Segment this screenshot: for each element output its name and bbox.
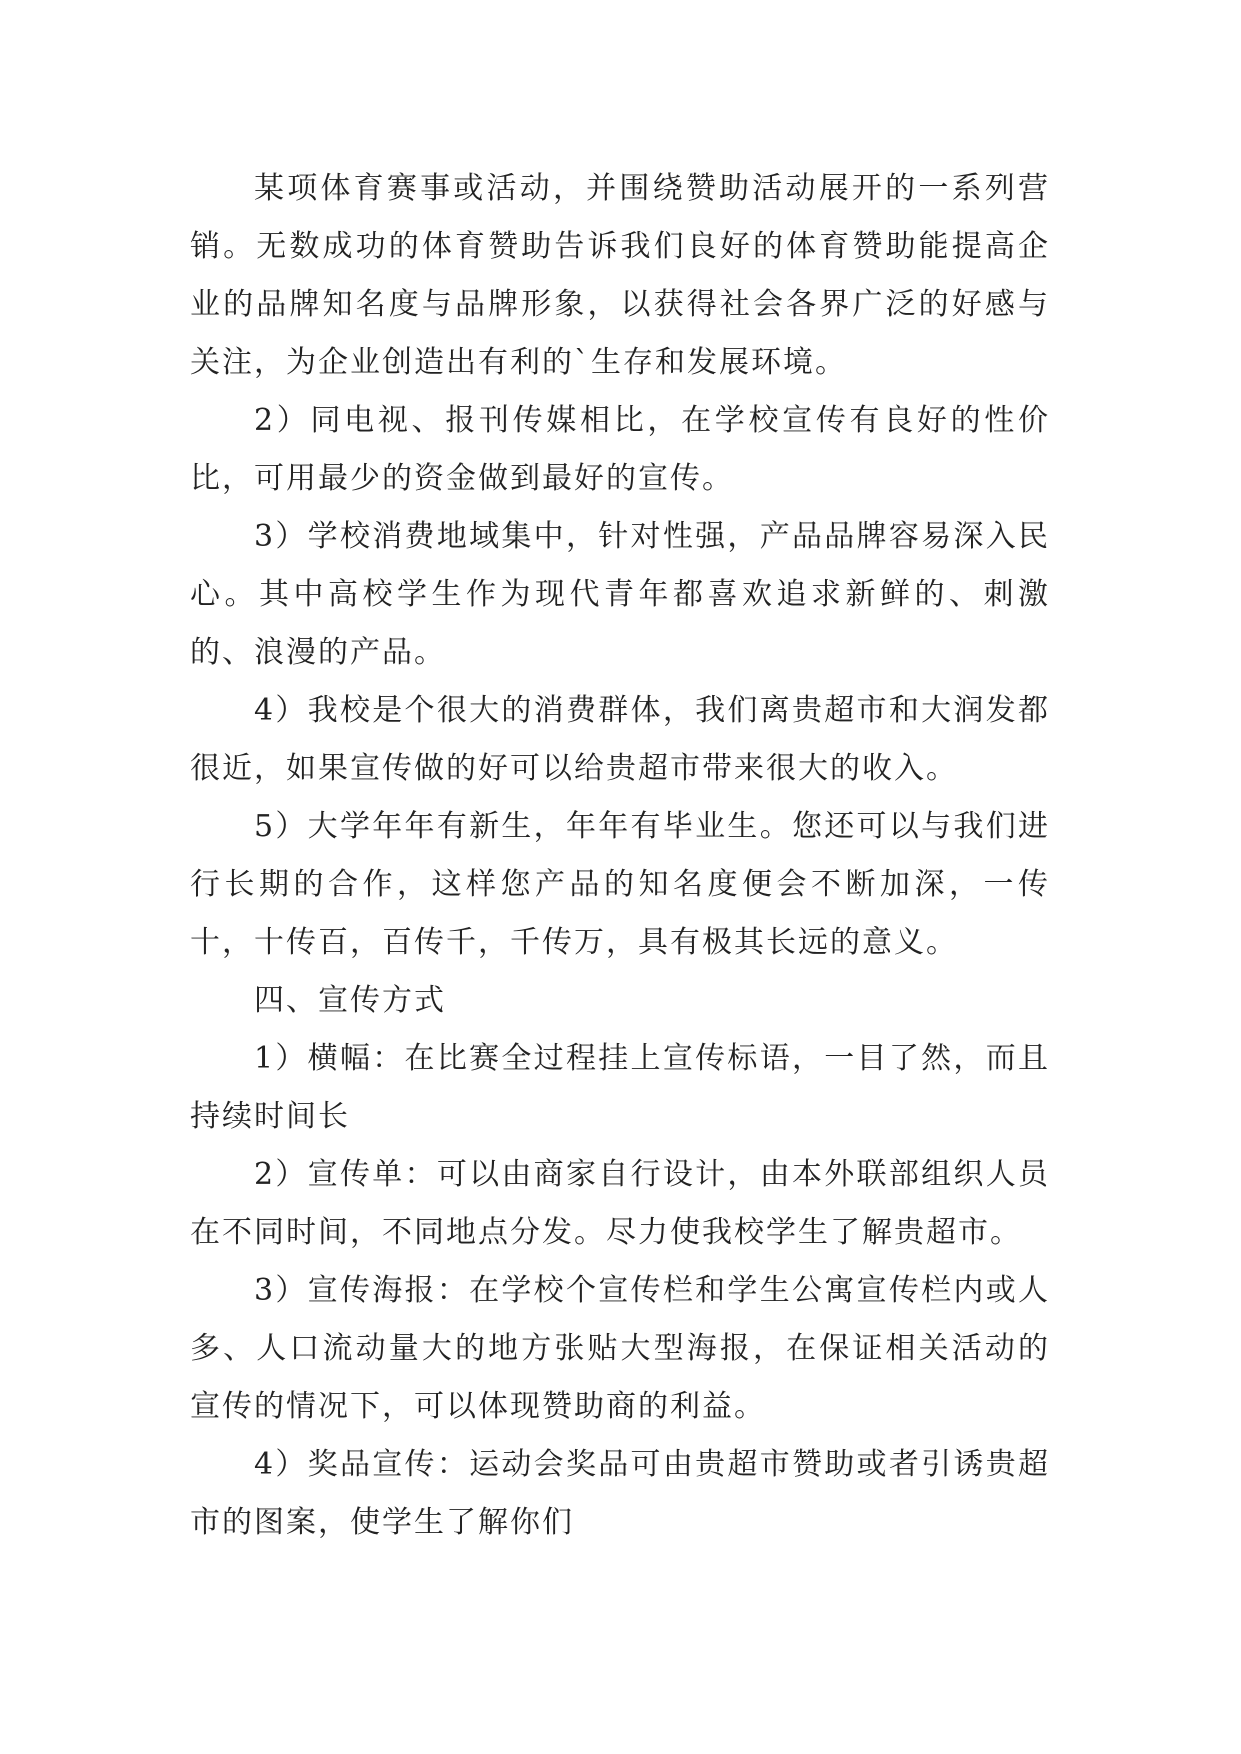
paragraph-method-3-poster: 3）宣传海报：在学校个宣传栏和学生公寓宣传栏内或人多、人口流动量大的地方张贴大型海报，在保证相关活动的宣传的情况下，可以体现赞助商的利益。 xyxy=(190,1273,1050,1424)
section-heading-promotion-methods: 四、宣传方式 xyxy=(254,983,446,1018)
paragraph-method-2-flyer: 2）宣传单：可以由商家自行设计，由本外联部组织人员在不同时间，不同地点分发。尽力使我校学生了解贵超市。 xyxy=(190,1157,1050,1250)
paragraph-point-2-cost: 2）同电视、报刊传媒相比，在学校宣传有良好的性价比，可用最少的资金做到最好的宣传。 xyxy=(190,403,1050,496)
paragraph-point-4-consumers: 4）我校是个很大的消费群体，我们离贵超市和大润发都很近，如果宣传做的好可以给贵超市带来很大的收入。 xyxy=(190,693,1050,786)
paragraph-method-4-prizes: 4）奖品宣传：运动会奖品可由贵超市赞助或者引诱贵超市的图案，使学生了解你们 xyxy=(190,1447,1050,1540)
paragraph-method-1-banner: 1）横幅：在比赛全过程挂上宣传标语，一目了然，而且持续时间长 xyxy=(190,1041,1050,1134)
paragraph-point-5-longterm: 5）大学年年有新生，年年有毕业生。您还可以与我们进行长期的合作，这样您产品的知名度便会不断加深，一传十，十传百，百传千，千传万，具有极其长远的意义。 xyxy=(190,809,1050,960)
paragraph-sponsorship-intro: 某项体育赛事或活动，并围绕赞助活动展开的一系列营销。无数成功的体育赞助告诉我们良好的体育赞助能提高企业的品牌知名度与品牌形象，以获得社会各界广泛的好感与关注，为企业创造出有利的`生存和发展环境。 xyxy=(190,171,1050,380)
document-body xyxy=(190,160,1050,1552)
paragraph-point-3-market: 3）学校消费地域集中，针对性强，产品品牌容易深入民心。其中高校学生作为现代青年都喜欢追求新鲜的、刺激的、浪漫的产品。 xyxy=(190,519,1050,670)
